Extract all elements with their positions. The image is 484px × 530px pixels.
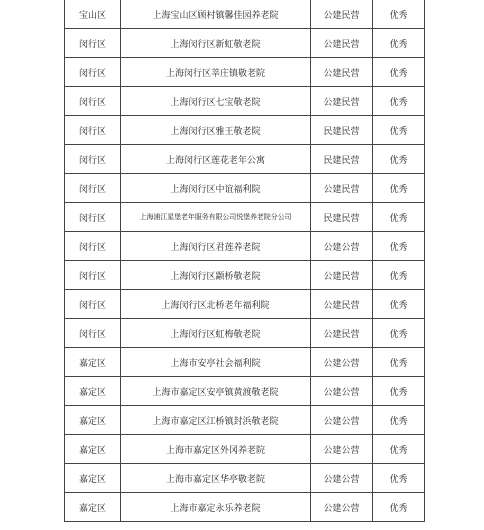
institution-name-cell: 上海浦江星堡老年服务有限公司悦堡养老院分公司 [121,203,311,232]
district-cell: 闵行区 [65,203,121,232]
institution-name-cell: 上海市安亭社会福利院 [121,348,311,377]
operation-type-cell: 公建公营 [311,435,373,464]
institution-name-cell: 上海闵行区雅王敬老院 [121,116,311,145]
operation-type-cell: 公建民营 [311,290,373,319]
table-row [65,58,425,87]
table-row [65,174,425,203]
institution-name-cell: 上海闵行区七宝敬老院 [121,87,311,116]
rating-cell: 优秀 [373,348,425,377]
district-cell: 嘉定区 [65,464,121,493]
operation-type-cell: 公建公营 [311,464,373,493]
institution-name-cell: 上海闵行区莲花老年公寓 [121,145,311,174]
district-cell: 闵行区 [65,174,121,203]
district-cell: 闵行区 [65,232,121,261]
institution-name-cell: 上海闵行区虹梅敬老院 [121,319,311,348]
table-row [65,348,425,377]
operation-type-cell: 公建公营 [311,493,373,522]
rating-cell: 优秀 [373,319,425,348]
institution-name-cell: 上海市嘉定区安亭镇黄渡敬老院 [121,377,311,406]
table-row [65,464,425,493]
table-row [65,319,425,348]
district-cell: 闵行区 [65,116,121,145]
district-cell: 闵行区 [65,29,121,58]
operation-type-cell: 公建民营 [311,174,373,203]
rating-cell: 优秀 [373,58,425,87]
rating-cell: 优秀 [373,435,425,464]
district-cell: 嘉定区 [65,348,121,377]
table-row [65,377,425,406]
operation-type-cell: 民建民营 [311,116,373,145]
institution-name-cell: 上海闵行区颛桥敬老院 [121,261,311,290]
rating-cell: 优秀 [373,29,425,58]
operation-type-cell: 民建民营 [311,203,373,232]
operation-type-cell: 公建公营 [311,377,373,406]
table-row [65,290,425,319]
district-cell: 闵行区 [65,290,121,319]
table-row [65,435,425,464]
rating-cell: 优秀 [373,464,425,493]
operation-type-cell: 公建民营 [311,0,373,29]
district-cell: 嘉定区 [65,377,121,406]
rating-cell: 优秀 [373,116,425,145]
operation-type-cell: 公建公营 [311,406,373,435]
nursing-home-rating-table [64,0,425,522]
operation-type-cell: 公建公营 [311,232,373,261]
district-cell: 宝山区 [65,0,121,29]
institution-name-cell: 上海市嘉定区外冈养老院 [121,435,311,464]
table-row [65,29,425,58]
rating-cell: 优秀 [373,290,425,319]
district-cell: 嘉定区 [65,493,121,522]
table-row [65,232,425,261]
district-cell: 闵行区 [65,87,121,116]
operation-type-cell: 公建民营 [311,29,373,58]
rating-cell: 优秀 [373,493,425,522]
operation-type-cell: 民建民营 [311,145,373,174]
operation-type-cell: 公建公营 [311,348,373,377]
table-row [65,493,425,522]
district-cell: 闵行区 [65,145,121,174]
table-row [65,87,425,116]
institution-name-cell: 上海闵行区新虹敬老院 [121,29,311,58]
rating-cell: 优秀 [373,232,425,261]
rating-cell: 优秀 [373,174,425,203]
institution-name-cell: 上海闵行区中谊福利院 [121,174,311,203]
table-row [65,145,425,174]
rating-cell: 优秀 [373,377,425,406]
district-cell: 嘉定区 [65,435,121,464]
table-row [65,203,425,232]
institution-name-cell: 上海宝山区顾村镇馨佳园养老院 [121,0,311,29]
district-cell: 闵行区 [65,261,121,290]
operation-type-cell: 公建民营 [311,261,373,290]
institution-name-cell: 上海闵行区君莲养老院 [121,232,311,261]
institution-name-cell: 上海市嘉定区华亭敬老院 [121,464,311,493]
institution-name-cell: 上海市嘉定永乐养老院 [121,493,311,522]
rating-cell: 优秀 [373,261,425,290]
rating-cell: 优秀 [373,87,425,116]
operation-type-cell: 公建民营 [311,319,373,348]
rating-cell: 优秀 [373,0,425,29]
district-cell: 嘉定区 [65,406,121,435]
rating-cell: 优秀 [373,203,425,232]
rating-cell: 优秀 [373,145,425,174]
district-cell: 闵行区 [65,319,121,348]
institution-name-cell: 上海闵行区莘庄镇敬老院 [121,58,311,87]
operation-type-cell: 公建民营 [311,87,373,116]
table-body [65,0,425,522]
rating-cell: 优秀 [373,406,425,435]
operation-type-cell: 公建民营 [311,58,373,87]
institution-name-cell: 上海闵行区北桥老年福利院 [121,290,311,319]
table-row [65,116,425,145]
district-cell: 闵行区 [65,58,121,87]
table-row [65,0,425,29]
institution-name-cell: 上海市嘉定区江桥镇封浜敬老院 [121,406,311,435]
table-row [65,406,425,435]
table-row [65,261,425,290]
